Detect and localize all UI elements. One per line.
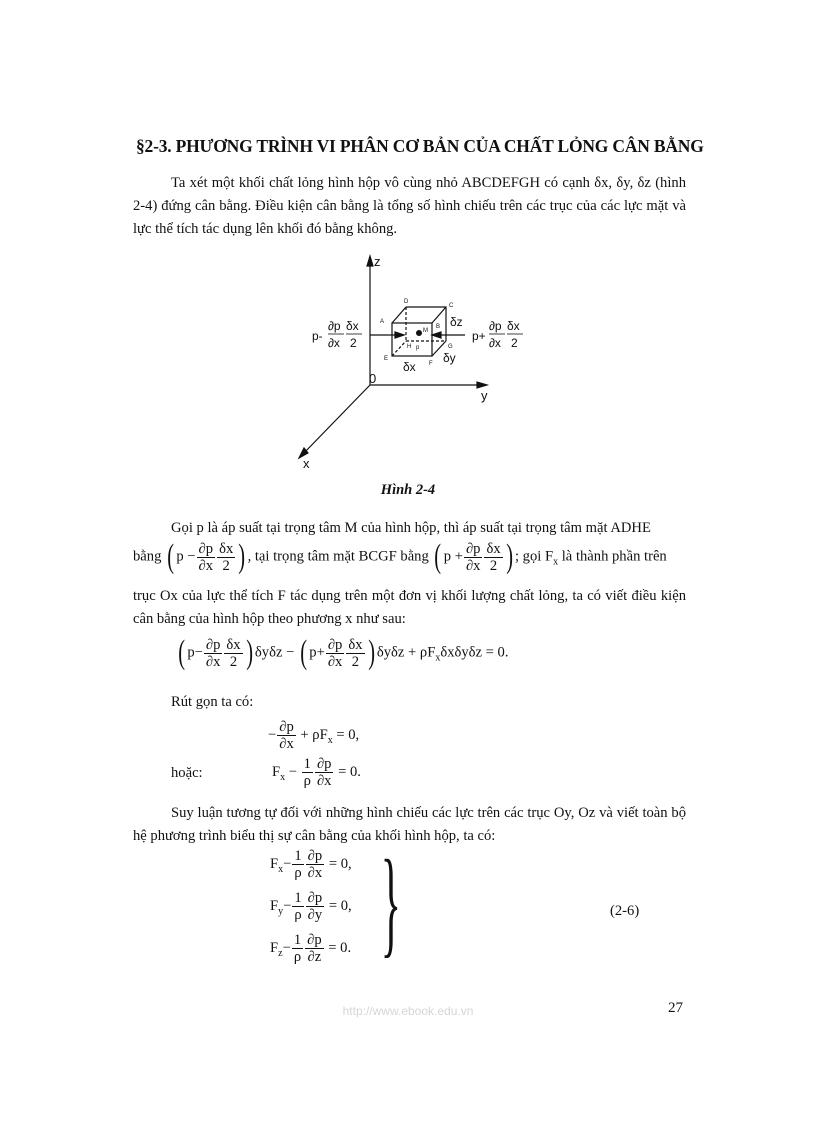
- figure-caption: Hình 2-4: [380, 482, 436, 498]
- equation-or: $F_x$ − $\frac{1}{\rho}$ $\frac{\partial p}{\partial x}$ = 0.: [272, 756, 361, 789]
- svg-text:G: G: [448, 344, 453, 350]
- svg-text:D: D: [404, 299, 409, 305]
- intro-paragraph: Ta xét một khối chất lỏng hình hộp vô cùng nhỏ ABCDEFGH có cạnh δx, δy, δz (hình 2-4) đứng cân bằng. Điều kiện cân bằng là tổng số hình chiếu trên các trục của các lực mặt và lực thể tích tác dụng lên khối đó bằng không.: [133, 175, 686, 237]
- svg-text:δz: δz: [450, 315, 463, 329]
- system-brace: }: [380, 835, 401, 968]
- para2-line3: trục Ox của lực thể tích F tác dụng trên một đơn vị khối lượng chất lỏng, ta có viết điều kiện cân bằng của hình hộp theo phương x như sau:: [133, 588, 686, 627]
- svg-text:E: E: [384, 356, 389, 362]
- section-heading: §2-3. PHƯƠNG TRÌNH VI PHÂN CƠ BẢN CỦA CHẤT LỎNG CÂN BẰNG: [136, 136, 704, 156]
- page-number: 27: [668, 1000, 683, 1016]
- or-label: hoặc:: [171, 765, 203, 781]
- para3: Suy luận tương tự đối với những hình chiếu các lực trên các trục Oy, Oz và viết toàn bộ hệ phương trình biểu thị sự cân bằng của khối hình hộp, ta có:: [133, 805, 686, 844]
- svg-text:δx: δx: [346, 319, 359, 333]
- figure-2-4: [290, 250, 550, 475]
- svg-text:F: F: [429, 361, 433, 367]
- svg-text:p: p: [416, 345, 420, 351]
- equation-simplified: − $\frac{\partial p}{\partial x}$ + $\rho F_x = 0$,: [268, 719, 360, 752]
- para2-line2: bằng ( p − $\frac{\partial p}{\partial x}$ $\frac{\delta x}{2}$ ) , tại trọng tâm mặt BCGF bằng ( p + $\frac{\partial p}{\partial x}$ $\frac{\delta x}{2}$ ) ; gọi $F_x$ là thành phần trên: [133, 538, 667, 575]
- footer-watermark-url: http://www.ebook.edu.vn: [342, 1004, 474, 1018]
- svg-text:x: x: [303, 456, 310, 471]
- center-point-m: [416, 330, 422, 336]
- svg-text:p+: p+: [472, 329, 486, 343]
- svg-text:∂x: ∂x: [489, 336, 501, 350]
- svg-text:0: 0: [369, 371, 377, 386]
- svg-text:y: y: [481, 388, 488, 403]
- svg-text:∂p: ∂p: [489, 319, 502, 333]
- system-eq-x: $F_x-$ $\frac{1}{\rho}$ $\frac{\partial p}{\partial x}$ = 0,: [270, 848, 352, 881]
- svg-text:C: C: [449, 303, 454, 309]
- svg-text:∂x: ∂x: [328, 336, 340, 350]
- svg-text:H: H: [407, 344, 412, 350]
- svg-text:B: B: [436, 324, 441, 330]
- system-eq-z: $F_z-$ $\frac{1}{\rho}$ $\frac{\partial p}{\partial z}$ = 0.: [270, 932, 352, 965]
- svg-text:δx: δx: [507, 319, 520, 333]
- para2-line1: Gọi p là áp suất tại trọng tâm M của hình hộp, thì áp suất tại trọng tâm mặt ADHE: [171, 520, 651, 536]
- equation-balance-x: ( p− $\frac{\partial p}{\partial x}$ $\frac{\delta x}{2}$ ) δyδz − ( p+ $\frac{\partial p}{\partial x}$ $\frac{\delta x}{2}$ ) $\delta y\delta z + \rho F_x\delta x\delta y\delta z = 0$.: [178, 634, 509, 671]
- x-axis: [302, 385, 370, 455]
- svg-text:2: 2: [350, 336, 357, 350]
- equation-number: (2-6): [610, 903, 640, 919]
- svg-text:2: 2: [511, 336, 518, 350]
- svg-text:A: A: [380, 319, 385, 325]
- svg-text:δy: δy: [443, 351, 456, 365]
- system-eq-y: $F_y-$ $\frac{1}{\rho}$ $\frac{\partial p}{\partial y}$ = 0,: [270, 890, 352, 923]
- simplify-label: Rút gọn ta có:: [171, 694, 254, 710]
- svg-text:p-: p-: [312, 329, 323, 343]
- svg-text:δx: δx: [403, 360, 416, 374]
- svg-text:M: M: [423, 328, 428, 334]
- svg-text:z: z: [374, 254, 381, 269]
- svg-text:∂p: ∂p: [328, 319, 341, 333]
